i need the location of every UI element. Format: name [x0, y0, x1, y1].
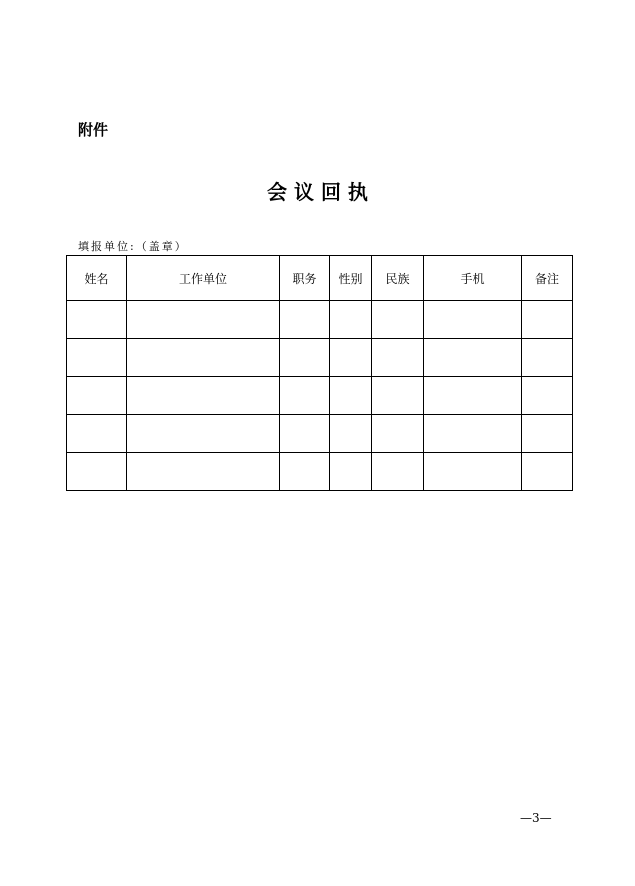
header-name: 姓名 [67, 256, 127, 301]
cell-name[interactable] [67, 453, 127, 491]
table-row [67, 453, 573, 491]
cell-remarks[interactable] [522, 339, 573, 377]
cell-position[interactable] [280, 301, 330, 339]
cell-ethnicity[interactable] [372, 339, 424, 377]
fill-unit-label: 填报单位:（盖章） [78, 240, 188, 253]
cell-work-unit[interactable] [127, 453, 280, 491]
cell-position[interactable] [280, 339, 330, 377]
table-row [67, 415, 573, 453]
cell-ethnicity[interactable] [372, 377, 424, 415]
cell-gender[interactable] [330, 377, 372, 415]
cell-name[interactable] [67, 377, 127, 415]
cell-name[interactable] [67, 301, 127, 339]
cell-work-unit[interactable] [127, 301, 280, 339]
cell-gender[interactable] [330, 301, 372, 339]
page-number: —3— [520, 811, 552, 825]
header-gender: 性别 [330, 256, 372, 301]
header-ethnicity: 民族 [372, 256, 424, 301]
cell-ethnicity[interactable] [372, 301, 424, 339]
table-row [67, 301, 573, 339]
cell-mobile[interactable] [424, 377, 522, 415]
cell-name[interactable] [67, 339, 127, 377]
cell-mobile[interactable] [424, 339, 522, 377]
cell-gender[interactable] [330, 453, 372, 491]
cell-ethnicity[interactable] [372, 453, 424, 491]
cell-work-unit[interactable] [127, 339, 280, 377]
cell-remarks[interactable] [522, 301, 573, 339]
cell-name[interactable] [67, 415, 127, 453]
cell-mobile[interactable] [424, 415, 522, 453]
cell-mobile[interactable] [424, 301, 522, 339]
receipt-table [66, 255, 573, 491]
table-row [67, 339, 573, 377]
cell-gender[interactable] [330, 339, 372, 377]
document-title: 会 议 回 执 [267, 180, 368, 204]
table-header-row [67, 256, 573, 301]
header-position: 职务 [280, 256, 330, 301]
cell-remarks[interactable] [522, 377, 573, 415]
header-mobile: 手机 [424, 256, 522, 301]
header-remarks: 备注 [522, 256, 573, 301]
cell-remarks[interactable] [522, 415, 573, 453]
cell-mobile[interactable] [424, 453, 522, 491]
table-row [67, 377, 573, 415]
cell-position[interactable] [280, 377, 330, 415]
cell-remarks[interactable] [522, 453, 573, 491]
cell-work-unit[interactable] [127, 377, 280, 415]
attachment-label: 附件 [78, 121, 109, 139]
header-work-unit: 工作单位 [127, 256, 280, 301]
cell-gender[interactable] [330, 415, 372, 453]
cell-position[interactable] [280, 453, 330, 491]
cell-ethnicity[interactable] [372, 415, 424, 453]
cell-position[interactable] [280, 415, 330, 453]
cell-work-unit[interactable] [127, 415, 280, 453]
